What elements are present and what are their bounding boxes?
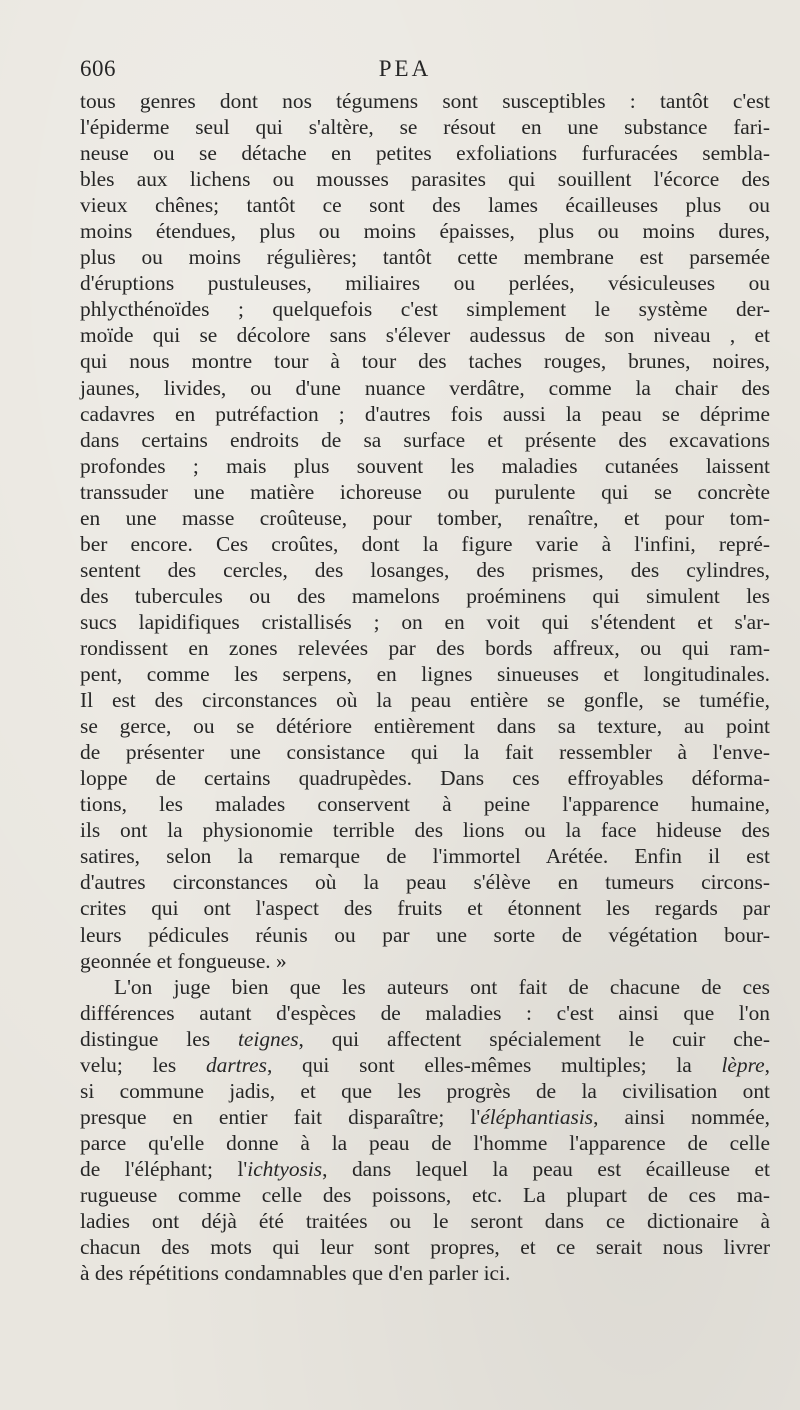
text-line: dans certains endroits de sa surface et présente des excavations (80, 427, 770, 452)
text-line: moïde qui se décolore sans s'élever audessus de son niveau , et (80, 323, 770, 348)
text-line: leurs pédicules réunis ou par une sorte de végétation bour- (80, 922, 770, 947)
text-line: transsuder une matière ichoreuse ou purulente qui se concrète (80, 479, 770, 504)
paragraph-2 (80, 974, 770, 1287)
page-header (80, 56, 770, 86)
term-teignes: teignes (237, 1026, 299, 1051)
page-number: 606 (80, 56, 116, 81)
text-line: L'on juge bien que les auteurs ont fait de chacune de ces (114, 974, 770, 999)
text-line: se gerce, ou se détériore entièrement dans sa texture, au point (80, 714, 770, 739)
text-line: geonnée et fongueuse. » (80, 948, 287, 973)
term-lepre: lèpre (721, 1052, 765, 1077)
text-line: jaunes, livides, ou d'une nuance verdâtre, comme la chair des (80, 375, 770, 400)
text-line (80, 1026, 770, 1052)
text-line: tous genres dont nos tégumens sont susceptibles : tantôt c'est (80, 89, 770, 113)
text-line: si commune jadis, et que les progrès de la civilisation ont (80, 1078, 770, 1103)
text-line: crites qui ont l'aspect des fruits et étonnent les regards par (80, 896, 770, 921)
text-line: rondissent en zones relevées par des bords affreux, ou qui ram- (80, 635, 770, 660)
text-line: qui nous montre tour à tour des taches rouges, brunes, noires, (80, 349, 770, 374)
text-run: distingue les (80, 1026, 238, 1051)
text-line: rugueuse comme celle des poissons, etc. La plupart de ces ma- (80, 1182, 770, 1207)
text-line: moins étendues, plus ou moins épaisses, plus ou moins dures, (80, 219, 770, 244)
text-line: neuse ou se détache en petites exfoliations furfuracées sembla- (80, 141, 770, 166)
text-line: cadavres en putréfaction ; d'autres fois aussi la peau se déprime (80, 401, 770, 426)
text-line: tions, les malades conservent à peine l'apparence humaine, (80, 792, 770, 817)
text-line: de présenter une consistance qui la fait ressembler à l'enve- (80, 740, 770, 765)
text-line: chacun des mots qui leur sont propres, et ce serait nous livrer (80, 1235, 770, 1260)
paragraph-1 (80, 88, 770, 974)
text-line (80, 1156, 770, 1182)
text-line: plus ou moins régulières; tantôt cette membrane est parsemée (80, 245, 770, 270)
text-run: presque en entier fait disparaître; l' (80, 1104, 481, 1129)
running-head: PEA (378, 56, 432, 81)
text-line (80, 1052, 770, 1078)
text-line: pent, comme les serpens, en lignes sinueuses et longitudinales. (80, 662, 770, 687)
text-run: , qui affectent spécialement le cuir che- (298, 1026, 770, 1051)
text-run: , dans lequel la peau est écailleuse et (322, 1156, 770, 1181)
term-dartres: dartres (205, 1052, 267, 1077)
text-run: de l'éléphant; l' (80, 1156, 248, 1181)
text-line: différences autant d'espèces de maladies : c'est ainsi que l'on (80, 1000, 770, 1025)
text-line: phlycthénoïdes ; quelquefois c'est simplement le système der- (80, 297, 770, 322)
text-line: l'épiderme seul qui s'altère, se résout en une substance fari- (80, 115, 770, 140)
text-run: , (764, 1052, 770, 1077)
term-elephantiasis: éléphantiasis (480, 1104, 594, 1129)
text-line: à des répétitions condamnables que d'en parler ici. (80, 1261, 511, 1286)
text-line: parce qu'elle donne à la peau de l'homme l'apparence de celle (80, 1130, 770, 1155)
text-line: sentent des cercles, des losanges, des prismes, des cylindres, (80, 557, 770, 582)
text-line: d'autres circonstances où la peau s'élève en tumeurs circons- (80, 870, 770, 895)
text-run: velu; les (80, 1052, 206, 1077)
text-line: des tubercules ou des mamelons proéminens qui simulent les (80, 583, 770, 608)
text-line: d'éruptions pustuleuses, miliaires ou perlées, vésiculeuses ou (80, 271, 770, 296)
body-text (80, 88, 770, 1286)
text-line: ladies ont déjà été traitées ou le seront dans ce dictionaire à (80, 1209, 770, 1234)
text-line: loppe de certains quadrupèdes. Dans ces effroyables déforma- (80, 766, 770, 791)
text-line: ber encore. Ces croûtes, dont la figure varie à l'infini, repré- (80, 531, 770, 556)
text-line: Il est des circonstances où la peau entière se gonfle, se tuméfie, (80, 688, 770, 713)
text-line: profondes ; mais plus souvent les maladies cutanées laissent (80, 453, 770, 478)
text-run: , ainsi nommée, (593, 1104, 770, 1129)
text-run: , qui sont elles-mêmes multiples; la (266, 1052, 722, 1077)
text-line (80, 1104, 770, 1130)
text-line: bles aux lichens ou mousses parasites qui souillent l'écorce des (80, 167, 770, 192)
term-ichtyosis: ichtyosis (247, 1156, 323, 1181)
text-line: ils ont la physionomie terrible des lions ou la face hideuse des (80, 818, 770, 843)
text-line: satires, selon la remarque de l'immortel Arétée. Enfin il est (80, 844, 770, 869)
text-line: en une masse croûteuse, pour tomber, renaître, et pour tom- (80, 505, 770, 530)
text-line: sucs lapidifiques cristallisés ; on en voit qui s'étendent et s'ar- (80, 609, 770, 634)
text-line: vieux chênes; tantôt ce sont des lames écailleuses plus ou (80, 193, 770, 218)
